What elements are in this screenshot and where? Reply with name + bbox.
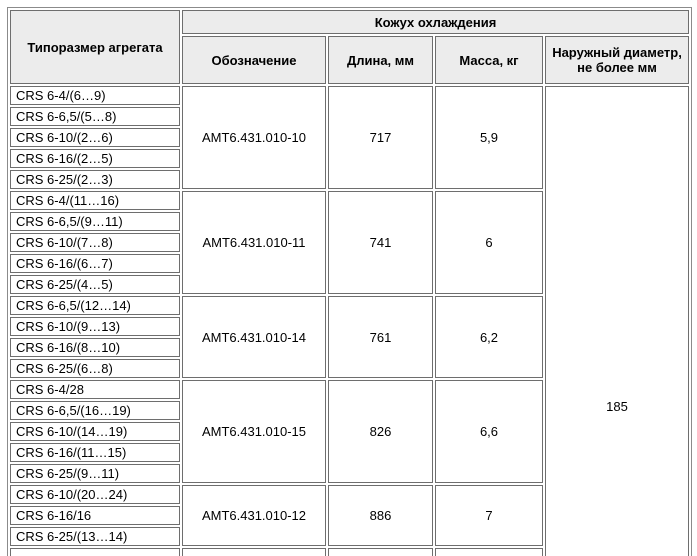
cell-unit-size: CRS 6-16/(6…7) xyxy=(10,254,180,273)
header-designation: Обозначение xyxy=(182,36,326,84)
cell-unit-size: CRS 6-10/(9…13) xyxy=(10,317,180,336)
cell-unit-size: CRS 6-6,5/(5…8) xyxy=(10,107,180,126)
cell-unit-size: CRS 6-25/(9…11) xyxy=(10,464,180,483)
header-row-1 xyxy=(10,10,689,34)
cell-unit-size: CRS 6-10/(20…24) xyxy=(10,485,180,504)
table-header xyxy=(10,10,689,84)
cell-unit-size: CRS 6-10/(14…19) xyxy=(10,422,180,441)
table-body xyxy=(10,86,689,556)
cell-unit-size: CRS 6-6,5/(16…19) xyxy=(10,401,180,420)
cell-outer-diameter: 185 xyxy=(545,86,689,556)
cell-unit-size: CRS 6-16/(11…15) xyxy=(10,443,180,462)
cell-designation xyxy=(182,548,326,556)
cell-mass: 5,9 xyxy=(435,86,543,189)
cell-mass: 6 xyxy=(435,191,543,294)
cell-mass: 7 xyxy=(435,485,543,546)
cell-designation: АМТ6.431.010-14 xyxy=(182,296,326,378)
cell-unit-size: CRS 6-16/(2…5) xyxy=(10,149,180,168)
header-mass: Масса, кг xyxy=(435,36,543,84)
cell-unit-size: CRS 6-6,5/(12…14) xyxy=(10,296,180,315)
cell-unit-size: CRS 6-25/(2…3) xyxy=(10,170,180,189)
cell-designation: АМТ6.431.010-10 xyxy=(182,86,326,189)
cell-unit-size: CRS 6-10/(7…8) xyxy=(10,233,180,252)
cell-designation: АМТ6.431.010-15 xyxy=(182,380,326,483)
header-unit-size: Типоразмер агрегата xyxy=(10,10,180,84)
header-length: Длина, мм xyxy=(328,36,433,84)
cell-unit-size: CRS 6-4/(11…16) xyxy=(10,191,180,210)
cell-length: 761 xyxy=(328,296,433,378)
cell-length: 741 xyxy=(328,191,433,294)
cell-designation: АМТ6.431.010-11 xyxy=(182,191,326,294)
cell-mass: 6,2 xyxy=(435,296,543,378)
cell-unit-size: CRS 6-4/(6…9) xyxy=(10,86,180,105)
cell-mass xyxy=(435,548,543,556)
cell-unit-size: CRS 6-16/16 xyxy=(10,506,180,525)
cell-unit-size: CRS 6-16/(8…10) xyxy=(10,338,180,357)
cell-unit-size: CRS 6-4/28 xyxy=(10,380,180,399)
cell-length: 717 xyxy=(328,86,433,189)
cell-unit-size xyxy=(10,548,180,556)
cell-unit-size: CRS 6-25/(13…14) xyxy=(10,527,180,546)
cell-length: 886 xyxy=(328,485,433,546)
header-outer-diameter: Наружный диаметр, не более мм xyxy=(545,36,689,84)
cell-unit-size: CRS 6-6,5/(9…11) xyxy=(10,212,180,231)
table-row xyxy=(10,86,689,105)
cell-unit-size: CRS 6-25/(6…8) xyxy=(10,359,180,378)
cooling-cover-table xyxy=(7,7,692,556)
cell-designation: АМТ6.431.010-12 xyxy=(182,485,326,546)
cell-mass: 6,6 xyxy=(435,380,543,483)
header-cooling-cover-group: Кожух охлаждения xyxy=(182,10,689,34)
cell-unit-size: CRS 6-10/(2…6) xyxy=(10,128,180,147)
cell-length xyxy=(328,548,433,556)
cell-length: 826 xyxy=(328,380,433,483)
cell-unit-size: CRS 6-25/(4…5) xyxy=(10,275,180,294)
